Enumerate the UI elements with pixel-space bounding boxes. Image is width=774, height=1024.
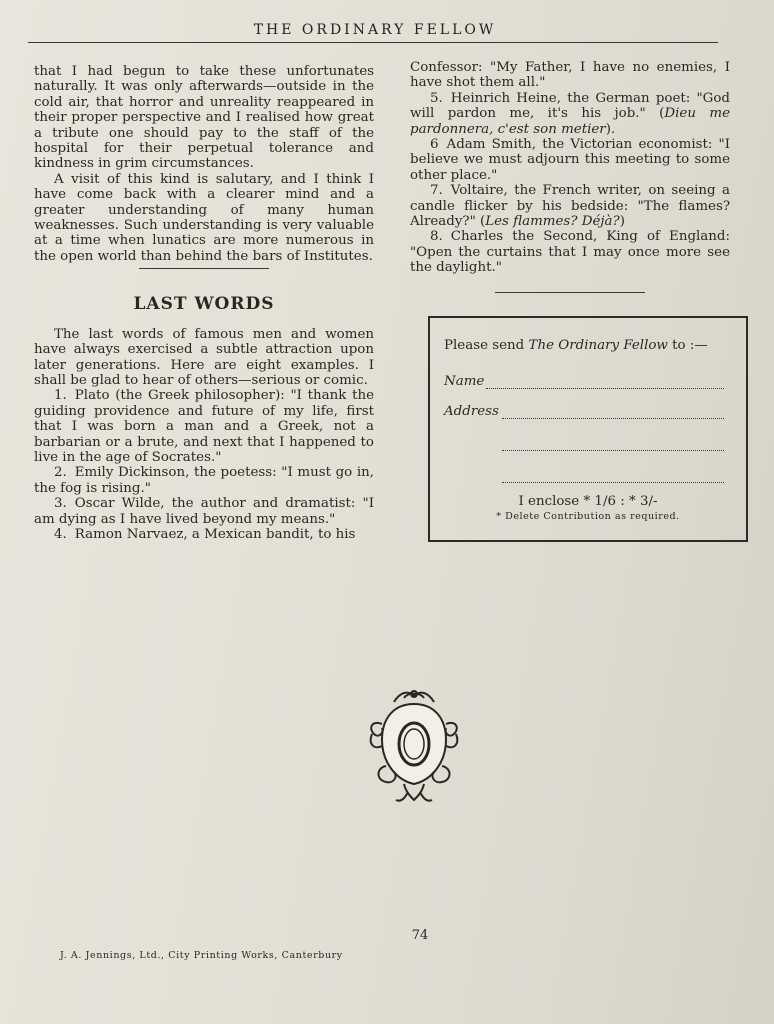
item-text-italic: Les flammes? Déjà?: [485, 214, 620, 230]
last-words-intro: The last words of famous men and women have always exercised a subtle attraction upon later generations. Here are eight examples. I shall be glad to hear of others—serious or comic.: [34, 326, 374, 388]
item-continued: Confessor: "My Father, I have no enemies, I have shot them all.": [410, 60, 730, 91]
page-number: 74: [411, 928, 429, 943]
list-item: [410, 137, 730, 183]
item-number: 6: [430, 137, 439, 153]
header-rule: [28, 42, 718, 43]
item-number: 4.: [54, 526, 67, 542]
name-label: Name: [444, 374, 485, 389]
send-prefix: Please send: [444, 338, 529, 353]
right-column: [410, 60, 730, 293]
enclose-line: I enclose * 1/6 : * 3/-: [518, 494, 658, 509]
item-text: Emily Dickinson, the poetess: "I must go in, the fog is rising.": [34, 465, 374, 496]
item-text: Plato (the Greek philosopher): "I thank the guiding providence and future of my life, first that I was born a man and a Greek, not a barbarian or a brute, and next that I happened to live in the age of Socrates.": [34, 388, 374, 465]
list-item: [34, 465, 374, 496]
address-field-line-2[interactable]: [502, 450, 724, 451]
item-text-italic: Dieu me pardonnera, c'est son metier: [410, 106, 730, 137]
running-header: THE ORDINARY FELLOW: [253, 22, 497, 38]
list-item: [34, 496, 374, 527]
order-form-box: [428, 316, 748, 542]
item-number: 1.: [54, 388, 67, 404]
send-line: [444, 338, 708, 353]
item-text: Voltaire, the French writer, on seeing a candle flicker by his bedside: "The flames? Already?" (: [410, 183, 730, 230]
item-text: Oscar Wilde, the author and dramatist: "I am dying as I have lived beyond my means.": [34, 496, 374, 527]
list-item: [410, 229, 730, 275]
delete-note: * Delete Contribution as required.: [496, 511, 680, 522]
list-item: [34, 527, 374, 542]
name-field[interactable]: [486, 388, 724, 389]
cartouche-ornament-icon: [364, 688, 464, 806]
section-divider: [139, 268, 269, 269]
item-number: 7.: [430, 183, 443, 199]
item-number: 2.: [54, 465, 67, 481]
item-text-end: ).: [605, 121, 616, 137]
item-number: 5.: [430, 90, 443, 106]
paragraph-visit: A visit of this kind is salutary, and I think I have come back with a clearer mind and a greater understanding of many human weaknesses. Such understanding is very valuable at a time when lunatics are more numerous in the open world than behind the bars of Institutes.: [34, 171, 374, 264]
item-number: 3.: [54, 496, 67, 512]
list-item: [410, 91, 730, 137]
item-text: Charles the Second, King of England: "Open the curtains that I may once more see the daylight.": [410, 229, 730, 276]
list-item: [34, 388, 374, 465]
item-number: 8.: [430, 229, 443, 245]
item-text: Heinrich Heine, the German poet: "God will pardon me, it's his job." (: [410, 90, 730, 122]
address-field-line-3[interactable]: [502, 482, 724, 483]
list-item: [410, 183, 730, 229]
left-column: [34, 64, 374, 542]
paragraph-continued: that I had begun to take these unfortunates naturally. It was only afterwards—outside in the cold air, that horror and unreality reappeared in their proper perspective and I realised how great a tribute one should pay to the staff of the hospital for their perpetual tolerance and kindness in grim circumstances.: [34, 64, 374, 172]
section-title-last-words: LAST WORDS: [133, 294, 275, 315]
send-suffix: to :—: [667, 338, 708, 353]
printer-imprint: J. A. Jennings, Ltd., City Printing Works, Canterbury: [60, 950, 343, 961]
item-text: Ramon Narvaez, a Mexican bandit, to his: [74, 526, 356, 542]
item-text-end: ): [619, 214, 625, 230]
column-divider: [495, 292, 645, 293]
publication-title: The Ordinary Fellow: [528, 338, 668, 353]
address-label: Address: [444, 404, 499, 419]
item-text: Adam Smith, the Victorian economist: "I believe we must adjourn this meeting to some other place.": [410, 137, 730, 183]
address-field-line-1[interactable]: [502, 418, 724, 419]
